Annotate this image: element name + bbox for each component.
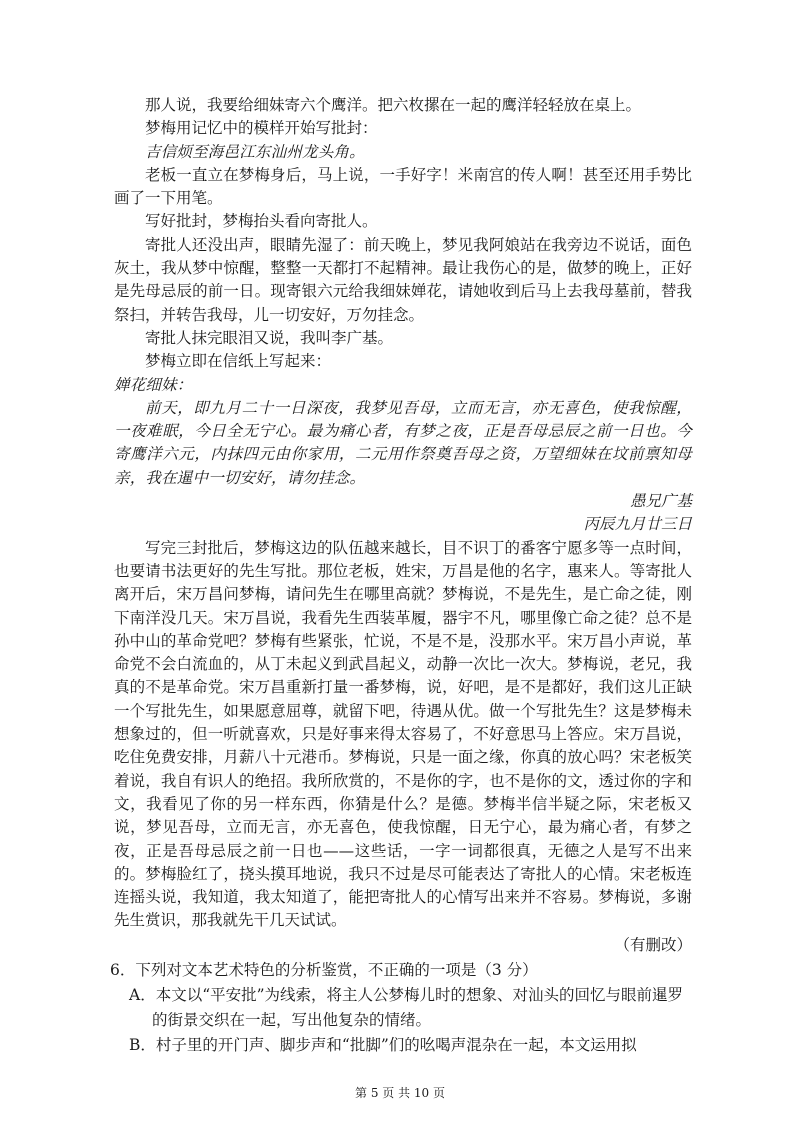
story-paragraph: 写完三封批后，梦梅这边的队伍越来越长，目不识丁的番客宁愿多等一点时间，也要请书法更好的先生写批。那位老板，姓宋，万昌是他的名字，惠来人。等寄批人离开后，宋万昌问梦梅，请问先生在哪里高就？梦梅说，不是先生，是亡命之徒，刚下南洋没几天。宋万昌说，我看先生西装革履，器宇不凡，哪里像亡命之徒？总不是孙中山的革命党吧？梦梅有些紧张，忙说，不是不是，没那水平。宋万昌小声说，革命党不会白流血的，从丁未起义到武昌起义，动静一次比一次大。梦梅说，老兄，我真的不是革命党。宋万昌重新打量一番梦梅，说，好吧，是不是都好，我们这儿正缺一个写批先生，如果愿意屈尊，就留下吧，待遇从优。做一个写批先生？这是梦梅未想象过的，但一听就喜欢，只是好事来得太容易了，不好意思马上答应。宋万昌说，吃住免费安排，月薪八十元港币。梦梅说，只是一面之缘，你真的放心吗？宋老板笑着说，我自有识人的绝招。我所欣赏的，不是你的字，也不是你的文，透过你的字和文，我看见了你的另一样东西，你猜是什么？是德。梦梅半信半疑之际，宋老板又说，梦见吾母，立而无言，亦无喜色，使我惊醒，日无宁心，最为痛心者，有梦之夜，正是吾母忌辰之前一日也——这些话，一字一词都很真，无德之人是写不出来的。梦梅脸红了，挠头摸耳地说，我只不过是尽可能表达了寄批人的心情。宋老板连连摇头说，我知道，我太知道了，能把寄批人的心情写出来并不容易。梦梅说，多谢先生赏识，那我就先干几天试试。: [114, 538, 692, 930]
option-a: A．本文以“平安批”为线索，将主人公梦梅儿时的想象、对汕头的回忆与眼前暹罗的街景交织在一起，写出他复杂的情绪。: [129, 985, 684, 1029]
page-content: [110, 94, 692, 1058]
story-paragraph: 写好批封，梦梅抬头看向寄批人。: [145, 212, 378, 231]
envelope-address: 吉信烦至海邑江东汕州龙头角。: [145, 142, 365, 161]
source-note: （有删改）: [614, 935, 692, 954]
story-paragraph: 寄批人抹完眼泪又说，我叫李广基。: [145, 328, 394, 347]
letter-date: 丙辰九月廿三日: [583, 515, 692, 534]
story-paragraph: 老板一直立在梦梅身后，马上说，一手好字！米南宫的传人啊！甚至还用手势比画了一下用笔。: [114, 165, 692, 208]
question-stem: 6．下列对文本艺术特色的分析鉴赏，不正确的一项是（3 分）: [110, 960, 538, 979]
letter-body: 前天，即九月二十一日深夜，我梦见吾母，立而无言，亦无喜色，使我惊醒，一夜难眠，今日全无宁心。最为痛心者，有梦之夜，正是吾母忌辰之前一日也。今寄鹰洋六元，内抹四元由你家用，二元用作祭奠吾母之资，万望细妹在坟前禀知母亲，我在暹中一切安好，请勿挂念。: [114, 398, 692, 487]
letter-signature: 愚兄广基: [629, 492, 692, 511]
letter-greeting: 婵花细妹：: [114, 375, 193, 394]
story-paragraph: 梦梅立即在信纸上写起来：: [145, 352, 332, 371]
story-paragraph: 寄批人还没出声，眼睛先湿了：前天晚上，梦见我阿娘站在我旁边不说话，面色灰土，我从梦中惊醒，整整一天都打不起精神。最让我伤心的是，做梦的晚上，正好是先母忌辰的前一日。现寄银六元给我细妹婵花，请她收到后马上去我母墓前，替我祭扫，并转告我母，儿一切安好，万勿挂念。: [114, 235, 692, 324]
story-paragraph: 梦梅用记忆中的模样开始写批封：: [145, 119, 378, 138]
story-paragraph: 那人说，我要给细妹寄六个鹰洋。把六枚摞在一起的鹰洋轻轻放在桌上。: [145, 96, 642, 114]
option-b: B．村子里的开门声、脚步声和“批脚”们的吆喝声混杂在一起，本文运用拟: [129, 1035, 637, 1054]
page-footer: 第 5 页 共 10 页: [355, 1086, 445, 1100]
